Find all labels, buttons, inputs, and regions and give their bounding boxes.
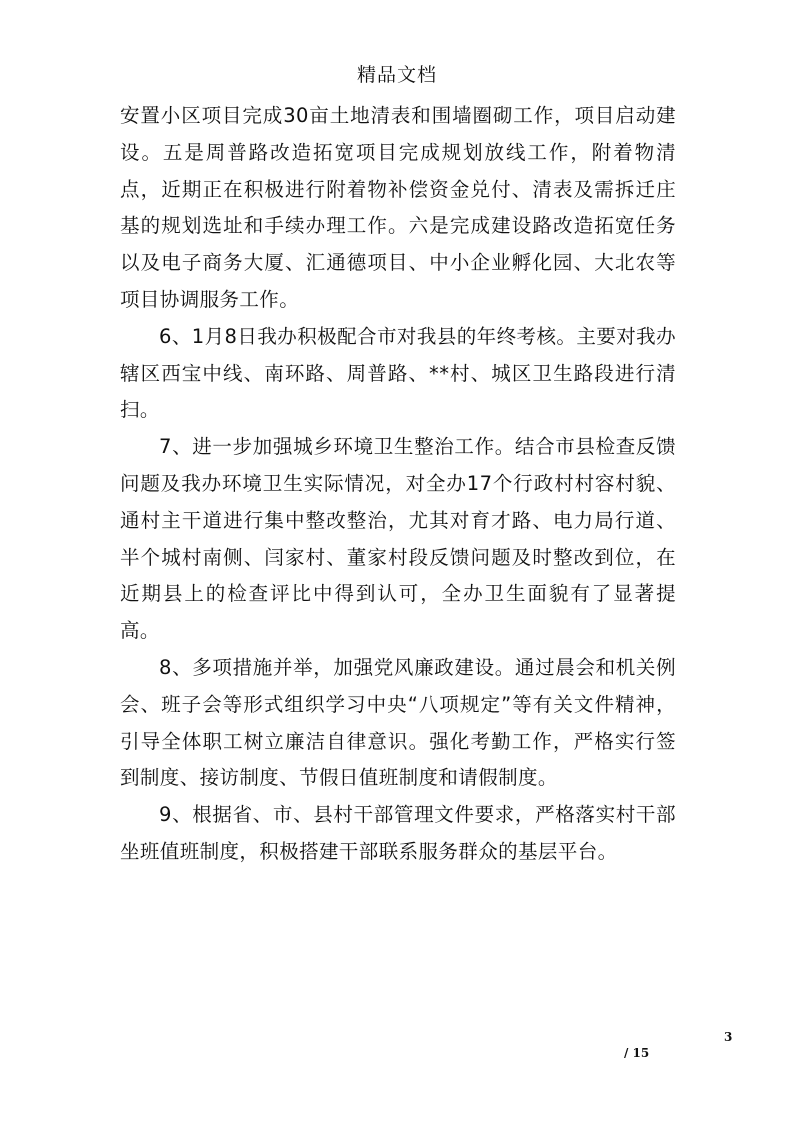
paragraph-item-6: 6、1月8日我办积极配合市对我县的年终考核。主要对我办辖区西宝中线、南环路、周普路、**村、城区卫生路段进行清扫。 (120, 324, 676, 422)
paragraph-item-8: 8、多项措施并举，加强党风廉政建设。通过晨会和机关例会、班子会等形式组织学习中央“八项规定”等有关文件精神，引导全体职工树立廉洁自律意识。强化考勤工作，严格实行签到制度、接访制度、节假日值班制度和请假制度。 (120, 655, 676, 790)
page-total: / 15 (624, 1046, 650, 1060)
paragraph-continuation: 安置小区项目完成30亩土地清表和围墙圈砌工作，项目启动建设。五是周普路改造拓宽项目完成规划放线工作，附着物清点，近期正在积极进行附着物补偿资金兑付、清表及需拆迁庄基的规划选址和手续办理工作。六是完成建设路改造拓宽任务以及电子商务大厦、汇通德项目、中小企业孵化园、大北农等项目协调服务工作。 (120, 104, 676, 311)
paragraph-item-9: 9、根据省、市、县村干部管理文件要求，严格落实村干部坐班值班制度，积极搭建干部联系服务群众的基层平台。 (120, 803, 676, 863)
document-body (120, 98, 676, 871)
page-header-title: 精品文档 (356, 64, 437, 86)
paragraph-item-7: 7、进一步加强城乡环境卫生整治工作。结合市县检查反馈问题及我办环境卫生实际情况，对全办17个行政村村容村貌、通村主干道进行集中整改整治，尤其对育才路、电力局行道、半个城村南侧、闫家村、董家村段反馈问题及时整改到位，在近期县上的检查评比中得到认可，全办卫生面貌有了显著提高。 (120, 435, 676, 643)
page-number: 3 (724, 1030, 733, 1044)
